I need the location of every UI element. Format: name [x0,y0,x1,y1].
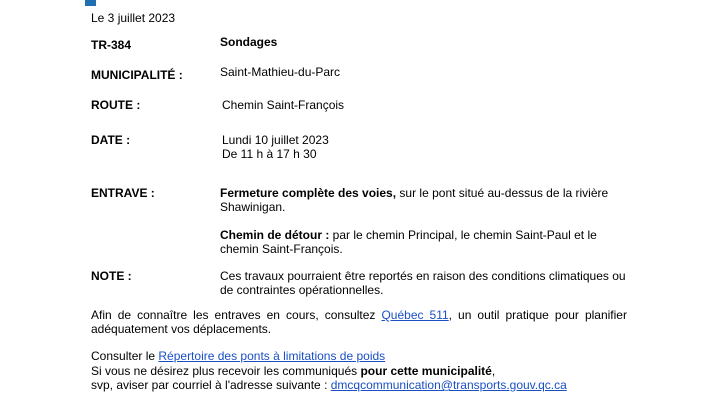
notice-subject: Sondages [220,35,278,49]
info-text-before: Afin de connaître les entraves en cours, consultez [91,308,382,322]
unsub-prefix: Si vous ne désirez plus recevoir les communiqués [91,364,361,378]
consult-line [91,349,385,363]
header-accent-tab [85,0,96,6]
info-text-after: , un outil pratique pour planifier [448,308,627,322]
note-line2: de contraintes opérationnelles. [220,283,384,297]
entrave-line1 [220,186,608,200]
consult-prefix: Consulter le [91,349,159,363]
date-value-line2: De 11 h à 17 h 30 [222,147,317,161]
unsub-suffix: , [491,364,496,378]
route-value: Chemin Saint-François [222,98,345,112]
date-label: DATE : [91,133,131,147]
unsub-bold: pour cette municipalité [360,364,492,378]
entrave-rest: sur le pont situé au-dessus de la rivière [396,186,609,200]
detour-line1 [220,228,597,242]
route-label: ROUTE : [91,98,141,112]
municipality-value: Saint-Mathieu-du-Parc [220,65,341,79]
entrave-line2: Shawinigan. [220,200,286,214]
unsub-line2-prefix: svp, aviser par courriel à l'adresse suivante : [91,378,331,392]
unsubscribe-line1 [91,364,495,378]
info-paragraph-line1 [91,308,627,322]
detour-bold: Chemin de détour : [220,228,330,242]
note-line1: Ces travaux pourraient être reportés en raison des conditions climatiques ou [220,269,626,283]
notice-code: TR-384 [91,38,132,52]
bridge-directory-link[interactable]: Répertoire des ponts à limitations de poids [158,349,386,363]
unsubscribe-email-link[interactable]: dmcqcommunication@transports.gouv.qc.ca [330,378,567,392]
detour-line2: chemin Saint-François. [220,242,343,256]
detour-rest: par le chemin Principal, le chemin Saint-Paul et le [329,228,597,242]
municipality-label: MUNICIPALITÉ : [91,68,183,82]
entrave-label: ENTRAVE : [91,186,155,200]
note-label: NOTE : [91,269,132,283]
date-line: Le 3 juillet 2023 [91,11,176,25]
info-paragraph-line2: adéquatement vos déplacements. [91,322,272,336]
date-value-line1: Lundi 10 juillet 2023 [222,133,329,147]
quebec-511-link[interactable]: Québec 511 [381,308,449,322]
entrave-bold: Fermeture complète des voies, [220,186,397,200]
unsubscribe-line2 [91,378,567,392]
